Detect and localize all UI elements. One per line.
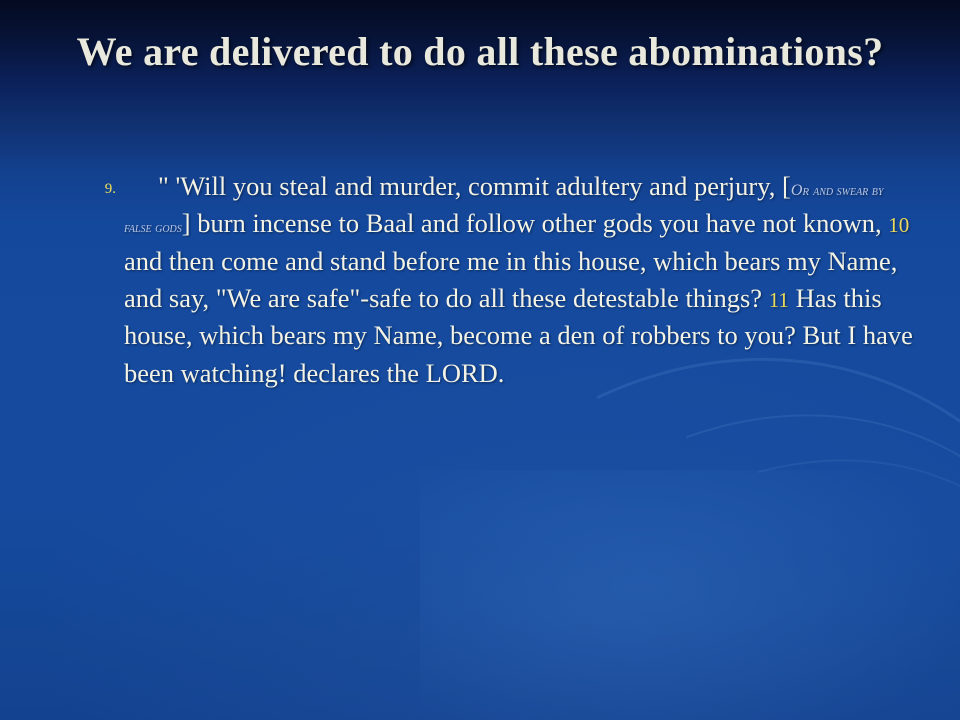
scripture-after-footnote: ] burn incense to Baal and follow other gods you have not known,: [181, 208, 882, 239]
scripture-after-verse-10: and then come and stand before me in this house, which bears my Name, and say, "We are safe"-safe to do all these detestable things?: [124, 245, 898, 314]
scripture-text: [124, 168, 914, 392]
scripture-after-verse-11: Has this house, which bears my Name, become a den of robbers to you? But I have been watching! declares the LORD.: [124, 283, 913, 388]
scripture-lead: " 'Will you steal and murder, commit adultery and perjury, [: [158, 171, 791, 201]
slide-body: [46, 168, 914, 392]
footnote-prefix: Or: [790, 182, 810, 199]
list-item: [46, 168, 914, 392]
list-item-marker: 9.: [104, 181, 116, 197]
background-glow: [420, 470, 960, 720]
footnote-text: and swear by false gods: [124, 184, 884, 237]
slide-title: We are delivered to do all these abominations?: [76, 29, 884, 74]
verse-number-10: 10: [888, 213, 910, 238]
verse-number-11: 11: [768, 288, 789, 313]
